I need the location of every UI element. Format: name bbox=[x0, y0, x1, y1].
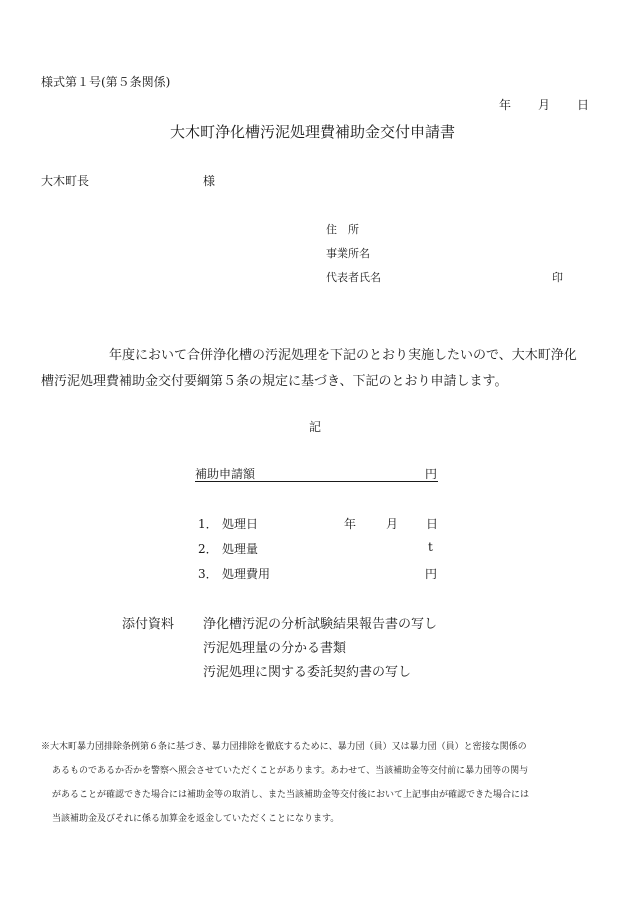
item-unit: 円 bbox=[425, 567, 438, 581]
subsidy-amount-underline bbox=[195, 481, 438, 482]
item-number: 1． bbox=[198, 517, 218, 531]
representative-label: 代表者氏名 bbox=[326, 271, 381, 284]
attachment-item: 汚泥処理に関する委託契約書の写し bbox=[203, 665, 412, 680]
seal-mark: 印 bbox=[552, 271, 563, 284]
subsidy-amount-unit: 円 bbox=[425, 467, 438, 481]
subsidy-amount-label: 補助申請額 bbox=[195, 467, 256, 481]
note-line-2: あるものであるか否かを警察へ照会させていただくことがあります。あわせて、当該補助金等交付前に暴力団等の関与 bbox=[52, 766, 529, 776]
form-number: 様式第１号(第５条関係) bbox=[41, 75, 171, 89]
body-line-1: 年度において合併浄化槽の汚泥処理を下記のとおり実施したいので、大木町浄化 bbox=[109, 348, 577, 363]
address-label: 住 所 bbox=[326, 223, 359, 236]
note-line-1: ※大木町暴力団排除条例第６条に基づき、暴力団排除を徹底するために、暴力団（員）又は暴力団（員）と密接な関係の bbox=[41, 742, 527, 752]
ki-heading: 記 bbox=[309, 420, 322, 434]
date-year: 年 bbox=[499, 98, 512, 112]
note-line-4: 当該補助金及びそれに係る加算金を返金していただくことになります。 bbox=[52, 814, 340, 824]
item-label: 処理量 bbox=[222, 542, 259, 556]
item-unit: t bbox=[428, 540, 433, 554]
item-date-month: 月 bbox=[386, 517, 399, 531]
addressee-name: 大木町長 bbox=[41, 174, 90, 188]
business-name-label: 事業所名 bbox=[326, 247, 370, 260]
item-label: 処理日 bbox=[222, 517, 259, 531]
attachment-item: 浄化槽汚泥の分析試験結果報告書の写し bbox=[203, 617, 438, 632]
item-number: 2． bbox=[198, 542, 218, 556]
item-label: 処理費用 bbox=[222, 567, 271, 581]
attachment-item: 汚泥処理量の分かる書類 bbox=[203, 641, 347, 656]
date-month: 月 bbox=[538, 98, 551, 112]
item-date-year: 年 bbox=[344, 517, 357, 531]
addressee-honorific: 様 bbox=[203, 174, 216, 188]
attachments-heading: 添付資料 bbox=[122, 617, 175, 632]
item-number: 3． bbox=[198, 567, 218, 581]
body-line-2: 槽汚泥処理費補助金交付要綱第５条の規定に基づき、下記のとおり申請します。 bbox=[41, 374, 508, 389]
document-title: 大木町浄化槽汚泥処理費補助金交付申請書 bbox=[170, 123, 456, 141]
note-line-3: があることが確認できた場合には補助金等の取消し、また当該補助金等交付後において上記事由が確認できた場合には bbox=[52, 790, 530, 800]
item-date-day: 日 bbox=[426, 517, 439, 531]
date-day: 日 bbox=[577, 98, 590, 112]
